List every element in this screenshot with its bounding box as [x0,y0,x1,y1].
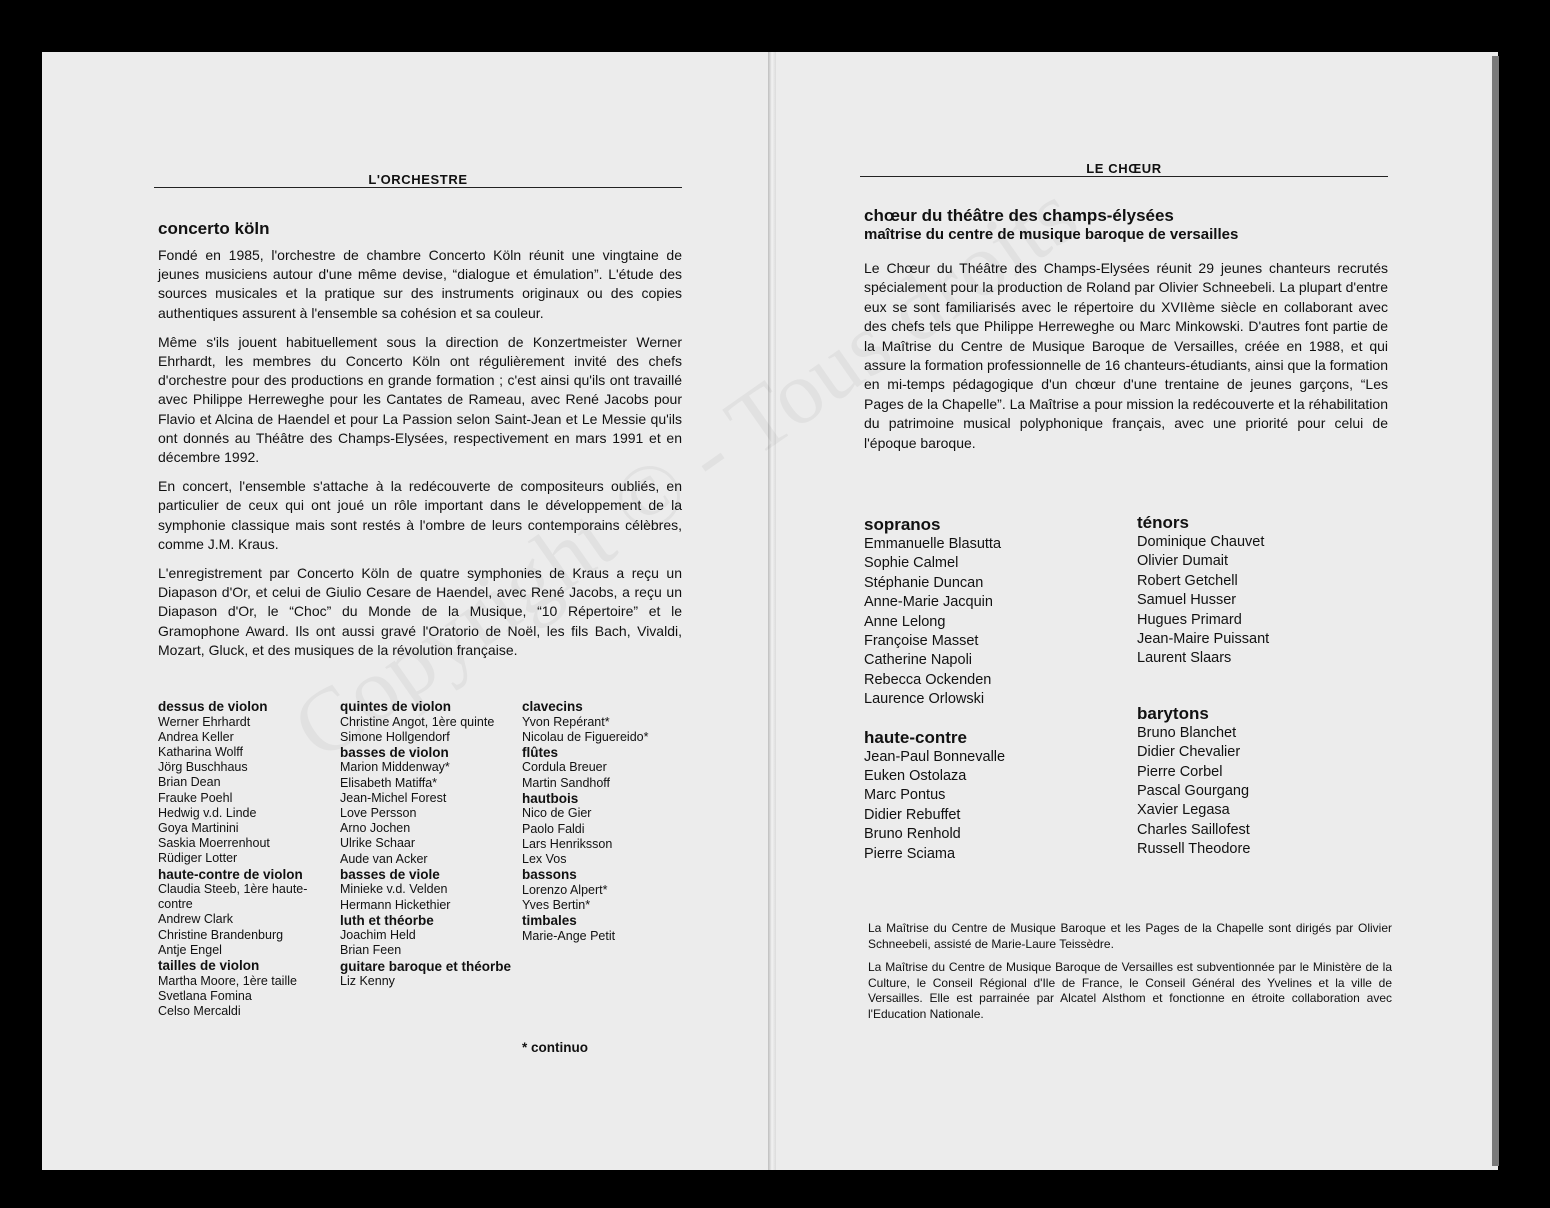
musicians-column-1 [158,699,328,1019]
member-name: Laurent Slaars [1137,650,1232,667]
section-group [522,913,692,944]
member-name: Jörg Buschhaus [158,760,248,775]
member-name: Marie-Ange Petit [522,928,616,943]
group-heading: ténors [1137,513,1189,532]
member-name: Pascal Gourgang [1137,783,1250,800]
member-name: Charles Saillofest [1137,821,1250,838]
member-name: Joachim Held [340,928,416,943]
group-heading: tailles de violon [158,958,260,974]
singers-column-1 [864,515,1124,864]
member-name: Hermann Hickethier [340,897,451,912]
section-group [864,515,1124,710]
member-name: Martha Moore, 1ère taille [158,973,297,988]
member-name: Cordula Breuer [522,760,607,775]
section-group [1137,704,1397,860]
member-name: Antje Engel [158,942,222,957]
group-heading: basses de viole [340,866,440,882]
group-heading: luth et théorbe [340,912,434,928]
member-name: Rebecca Ockenden [864,671,992,688]
member-name: Stéphanie Duncan [864,574,984,591]
member-name: Yves Bertin* [522,897,591,912]
group-heading: haute-contre [864,727,967,747]
member-name: Andrea Keller [158,729,234,744]
member-name: Bruno Blanchet [1137,724,1237,741]
member-name: Ulrike Schaar [340,836,416,851]
member-name: Goya Martinini [158,820,239,835]
section-title-choeur: LE CHŒUR [1086,161,1162,176]
member-name: Emmanuelle Blasutta [864,536,1002,552]
member-name: Hedwig v.d. Linde [158,805,257,820]
member-name: Christine Angot, 1ère quinte [340,714,495,729]
musicians-column-2 [340,699,512,989]
group-heading: haute-contre de violon [158,866,303,882]
paragraph: L'enregistrement par Concerto Köln de quatre symphonies de Kraus a reçu un Diapason d'Or, et celui de Giulio Cesare de Haendel, avec René Jacobs, a reçu un Diapason d'Or, le “Choc” du Monde de la Musique, “10 Répertoire” et le Gramophone Award. Ils ont aussi gravé l'Oratorio de Noël, les fils Bach, Vivaldi, Mozart, Gluck, et des musiques de la révolution française. [158,565,682,658]
member-name: Euken Ostolaza [864,768,967,785]
paragraph: Fondé en 1985, l'orchestre de chambre Concerto Köln réunit une vingtaine de jeunes musiciens autour d'une même devise, “dialogue et émulation”. L'étude des sources musicales et la pratique sur des instruments originaux ou des copies authentiques assurent à l'ensemble sa cohésion et sa couleur. [158,247,682,321]
section-group [522,867,692,913]
choir-description [864,259,1388,463]
member-name: Minieke v.d. Velden [340,882,448,897]
page-edge [1492,56,1499,1166]
group-heading: timbales [522,913,577,929]
paragraph: Même s'ils jouent habituellement sous la direction de Konzertmeister Werner Ehrhardt, les membres du Concerto Köln ont régulièrement invité des chefs d'orchestre pour des productions en grande formation ; c'est ainsi qu'ils ont travaillé avec Philippe Herreweghe pour les Cantates de Rameau, avec René Jacobs pour Flavio et Alcina de Haendel et pour La Passion selon Saint-Jean et Le Messie qu'ils ont donnés au Théâtre des Champs-Elysées, respectivement en mars 1991 et en décembre 1992. [158,333,682,466]
member-name: Aude van Acker [340,851,428,866]
member-name: Nico de Gier [522,806,592,821]
note-paragraph: La Maîtrise du Centre de Musique Baroque et les Pages de la Chapelle sont dirigés par Olivier Schneebeli, assisté de Marie-Laure Teissèdre. [868,921,1392,951]
choir-title: chœur du théâtre des champs-élysées [864,206,1174,225]
member-name: Xavier Legasa [1137,802,1230,819]
member-name: Anne-Marie Jacquin [864,594,993,611]
member-name: Françoise Masset [864,633,979,650]
member-name: Robert Getchell [1137,572,1238,589]
member-name: Didier Rebuffet [864,806,961,823]
group-heading: dessus de violon [158,699,268,714]
right-page [776,52,1498,1170]
member-name: Claudia Steeb, 1ère haute-contre [158,882,308,912]
member-name: Anne Lelong [864,613,946,630]
member-name: Brian Dean [158,775,221,790]
group-heading: sopranos [864,515,941,534]
section-group [522,699,692,745]
member-name: Lex Vos [522,851,567,866]
member-name: Katharina Wolff [158,744,244,759]
member-name: Martin Sandhoff [522,775,611,790]
member-name: Didier Chevalier [1137,744,1241,761]
continuo-note: * continuo [522,1040,588,1055]
member-name: Andrew Clark [158,912,234,927]
member-name: Olivier Dumait [1137,553,1229,570]
member-name: Simone Hollgendorf [340,729,450,744]
section-title-orchestre: L'ORCHESTRE [368,172,468,187]
section-group [340,959,512,990]
member-name: Frauke Poehl [158,790,233,805]
member-name: Pierre Corbel [1137,763,1223,780]
member-name: Bruno Renhold [864,826,961,843]
member-name: Celso Mercaldi [158,1003,241,1018]
section-rule [860,176,1388,177]
member-name: Jean-Paul Bonnevalle [864,748,1006,765]
member-name: Yvon Repérant* [522,714,610,729]
member-name: Hugues Primard [1137,611,1242,628]
member-name: Jean-Michel Forest [340,790,447,805]
section-group [522,791,692,867]
member-name: Rüdiger Lotter [158,851,238,866]
member-name: Russell Theodore [1137,841,1251,858]
musicians-column-3 [522,699,692,944]
section-group [340,867,512,913]
member-name: Dominique Chauvet [1137,534,1265,550]
choir-subtitle: maîtrise du centre de musique baroque de versailles [864,226,1239,243]
member-name: Brian Feen [340,943,402,958]
member-name: Love Persson [340,806,417,821]
section-rule [154,187,682,188]
section-group [340,745,512,867]
group-heading: guitare baroque et théorbe [340,958,512,974]
member-name: Saskia Moerrenhout [158,836,270,851]
ensemble-description [158,246,682,670]
paragraph: Le Chœur du Théâtre des Champs-Elysées réunit 29 jeunes chanteurs recrutés spécialement pour la production de Roland par Olivier Schneebeli. La plupart d'entre eux se sont familiarisés avec le répertoire du XVIIème siècle en collaborant avec des chefs tels que Philippe Herreweghe ou Marc Minkowski. D'autres font partie de la Maîtrise du Centre de Musique Baroque de Versailles, créée en 1988, et qui assure la formation professionnelle de 16 chanteurs-étudiants, ainsi que la formation en mi-temps pédagogique d'un chœur d'une trentaine de jeunes garçons, “Les Pages de la Chapelle”. La Maîtrise a pour mission la redécouverte et la réhabilitation du patrimoine musical polyphonique français, avec une priorité pour celui de l'époque baroque. [864,260,1388,451]
member-name: Catherine Napoli [864,652,973,669]
left-page [42,52,772,1170]
group-heading: barytons [1137,703,1209,723]
ensemble-title: concerto köln [158,219,270,238]
member-name: Lars Henriksson [522,836,613,851]
member-name: Jean-Maire Puissant [1137,631,1270,648]
member-name: Nicolau de Figuereido* [522,729,649,744]
member-name: Arno Jochen [340,821,411,836]
note-paragraph: La Maîtrise du Centre de Musique Baroque de Versailles est subventionnée par le Ministère de la Culture, le Conseil Régional d'Ile de France, le Conseil Général des Yvelines et la ville de Versailles. Elle est parrainée par Alcatel Alsthom et fonctionne en étroite collaboration avec l'Education Nationale. [868,960,1392,1021]
section-group [864,728,1124,864]
member-name: Marion Middenway* [340,760,450,775]
group-heading: clavecins [522,699,583,714]
member-name: Pierre Sciama [864,845,956,862]
group-heading: quintes de violon [340,699,452,714]
group-heading: hautbois [522,790,579,806]
member-name: Lorenzo Alpert* [522,882,608,897]
group-heading: basses de violon [340,744,449,760]
section-group [340,699,512,745]
member-name: Svetlana Fomina [158,988,252,1003]
member-name: Werner Ehrhardt [158,714,251,729]
group-heading: flûtes [522,744,559,760]
section-group [158,699,328,867]
section-group [1137,513,1397,669]
member-name: Liz Kenny [340,974,395,989]
member-name: Samuel Husser [1137,592,1237,609]
member-name: Paolo Faldi [522,821,585,836]
singers-column-2 [1137,513,1397,860]
section-group [158,958,328,1019]
section-group [340,913,512,959]
member-name: Elisabeth Matiffa* [340,775,438,790]
paragraph: En concert, l'ensemble s'attache à la redécouverte de compositeurs oubliés, en particulier de ceux qui ont joué un rôle important dans le développement de la symphonie classique mais sont restés à l'ombre de leurs contemporains célèbres, comme J.M. Kraus. [158,478,682,552]
group-heading: bassons [522,867,577,883]
member-name: Christine Brandenburg [158,927,284,942]
choir-notes [868,921,1392,1031]
section-group [522,745,692,791]
section-group [158,867,328,959]
member-name: Laurence Orlowski [864,691,985,708]
member-name: Marc Pontus [864,787,946,804]
member-name: Sophie Calmel [864,555,959,572]
